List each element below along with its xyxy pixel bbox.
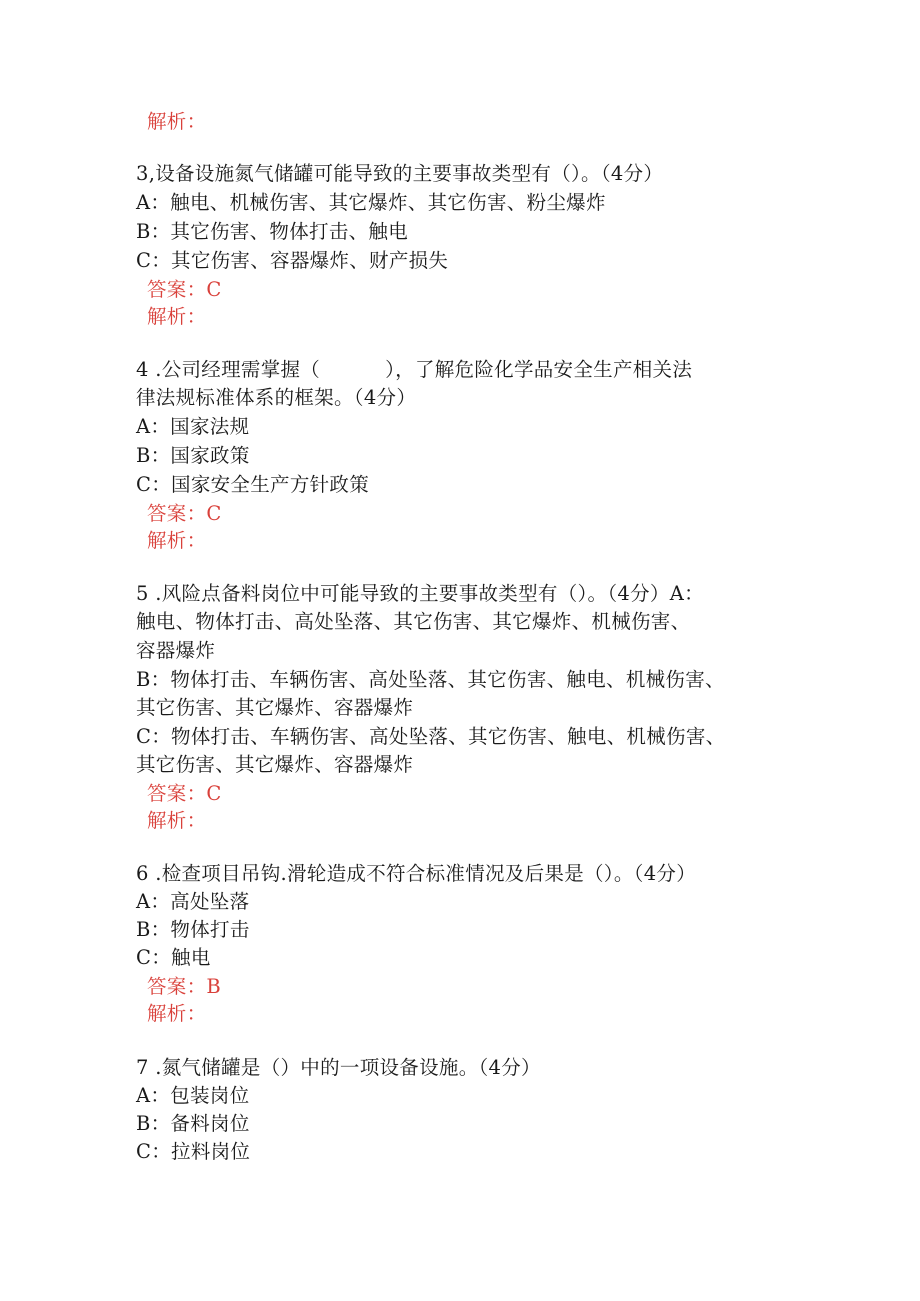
question-7-option-c: C：拉料岗位: [136, 1140, 251, 1163]
question-6-option-c: C：触电: [136, 946, 211, 969]
question-3-stem: 3,设备设施氮气储罐可能导致的主要事故类型有（）。（4分）: [136, 162, 664, 185]
question-4-option-a: A：国家法规: [136, 415, 250, 438]
question-4-answer: 答案：C: [147, 502, 222, 525]
question-4-stem-line-1: 4 .公司经理需掌握（ ），了解危险化学品安全生产相关法: [136, 358, 693, 381]
question-3-option-a: A：触电、机械伤害、其它爆炸、其它伤害、粉尘爆炸: [136, 191, 606, 214]
question-6-option-a: A：高处坠落: [136, 890, 250, 913]
question-5-stem-line-2: 触电、物体打击、高处坠落、其它伤害、其它爆炸、机械伤害、: [136, 610, 691, 633]
question-3-option-c: C：其它伤害、容器爆炸、财产损失: [136, 249, 449, 272]
question-3-analysis: 解析：: [147, 305, 207, 328]
question-3-option-b: B：其它伤害、物体打击、触电: [136, 220, 409, 243]
question-4-stem-line-2: 律法规标准体系的框架。（4分）: [136, 386, 417, 409]
question-6-answer: 答案：B: [147, 975, 222, 998]
question-3-answer: 答案：C: [147, 278, 222, 301]
question-4-analysis: 解析：: [147, 529, 207, 552]
question-7-option-a: A：包装岗位: [136, 1084, 250, 1107]
question-7-stem: 7 .氮气储罐是（）中的一项设备设施。（4分）: [136, 1056, 541, 1079]
question-6-option-b: B：物体打击: [136, 918, 250, 941]
question-4-option-c: C：国家安全生产方针政策: [136, 473, 370, 496]
question-5-analysis: 解析：: [147, 809, 207, 832]
question-5-option-b-line-1: B：物体打击、车辆伤害、高处坠落、其它伤害、触电、机械伤害、: [136, 668, 725, 691]
question-5-answer: 答案：C: [147, 782, 222, 805]
question-5-option-c-line-1: C：物体打击、车辆伤害、高处坠落、其它伤害、触电、机械伤害、: [136, 725, 726, 748]
question-6-analysis: 解析：: [147, 1002, 207, 1025]
question-5-option-c-line-2: 其它伤害、其它爆炸、容器爆炸: [136, 753, 414, 776]
question-5-stem-line-1: 5 .风险点备料岗位中可能导致的主要事故类型有（）。（4分）A：: [136, 582, 704, 605]
question-5-option-b-line-2: 其它伤害、其它爆炸、容器爆炸: [136, 696, 414, 719]
question-6-stem: 6 .检查项目吊钩.滑轮造成不符合标准情况及后果是（）。（4分）: [136, 862, 697, 885]
question-4-option-b: B：国家政策: [136, 444, 250, 467]
analysis-label: 解析：: [147, 110, 207, 133]
question-7-option-b: B：备料岗位: [136, 1112, 250, 1135]
question-5-stem-line-3: 容器爆炸: [136, 639, 216, 662]
